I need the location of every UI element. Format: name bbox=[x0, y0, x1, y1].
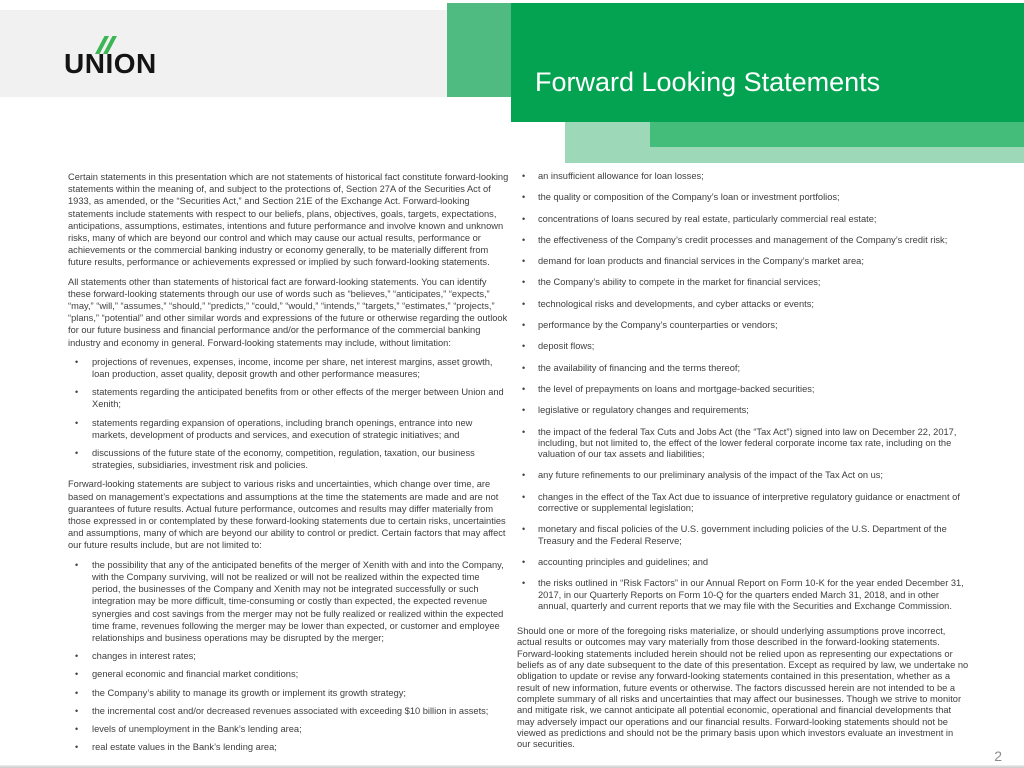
list-item bbox=[68, 650, 509, 662]
bullet-text: the risks outlined in “Risk Factors” in our Annual Report on Form 10-K for the year ended December 31, 2017, in our Quarterly Reports on Form 10-Q for the quarters ended March 31, 2018, and in other annual, quarterly and current reports that we may file with the Securities and Exchange Commission. bbox=[538, 578, 964, 611]
left-column bbox=[68, 171, 509, 760]
bullet-text: changes in interest rates; bbox=[92, 651, 196, 662]
bullet-text: the effectiveness of the Company’s credit processes and management of the Company’s credit risk; bbox=[538, 234, 948, 245]
bullet-dot: • bbox=[522, 320, 526, 331]
list-item bbox=[517, 299, 969, 310]
bullet-dot: • bbox=[75, 417, 79, 428]
header-bar bbox=[0, 10, 447, 97]
bullet-text: projections of revenues, expenses, income, income per share, net interest margins, asset growth, loan production, asset quality, deposit growth and other performance measures; bbox=[92, 356, 493, 380]
bullet-text: general economic and financial market conditions; bbox=[92, 669, 299, 680]
right-column bbox=[517, 171, 969, 757]
list-item bbox=[517, 277, 969, 288]
list-item bbox=[517, 427, 969, 461]
list-item bbox=[517, 214, 969, 225]
list-item bbox=[517, 341, 969, 352]
bullet-dot: • bbox=[75, 669, 79, 680]
list-item bbox=[68, 447, 509, 471]
bullet-dot: • bbox=[522, 362, 526, 373]
bullet-text: statements regarding the anticipated benefits from or other effects of the merger between Union and Xenith; bbox=[92, 387, 504, 410]
bullet-list-risk-factors-right bbox=[517, 171, 969, 612]
bullet-text: legislative or regulatory changes and requirements; bbox=[538, 405, 749, 416]
list-item bbox=[517, 524, 969, 547]
bullet-dot: • bbox=[75, 559, 79, 570]
bullet-dot: • bbox=[75, 651, 79, 662]
bullet-dot: • bbox=[522, 491, 526, 502]
list-item bbox=[517, 256, 969, 267]
list-item bbox=[68, 386, 509, 410]
bullet-text: the quality or composition of the Company’s loan or investment portfolios; bbox=[538, 192, 840, 203]
bullet-text: real estate values in the Bank’s lending area; bbox=[92, 742, 277, 753]
disclaimer-paragraph-3: Forward-looking statements are subject to various risks and uncertainties, which change over time, are based on management’s expectations and assumptions at the time the statements are made and are not guarantees of future results. Actual future performance, outcomes and results may differ materially from those expressed in or contemplated by these forward-looking statements due to certain risks, uncertainties and assumptions, many of which are beyond our ability to control or predict. Certain factors that may affect our future results include, but are not limited to: bbox=[68, 479, 506, 551]
bullet-text: demand for loan products and financial services in the Company’s market area; bbox=[538, 256, 864, 267]
list-item bbox=[517, 192, 969, 203]
list-item bbox=[68, 723, 509, 735]
bullet-text: the incremental cost and/or decreased revenues associated with exceeding $10 billion in assets; bbox=[92, 705, 489, 716]
list-item bbox=[68, 356, 509, 380]
accent-bar-medium bbox=[650, 122, 1024, 147]
logo-text: UNION bbox=[64, 48, 157, 79]
bullet-text: performance by the Company’s counterparties or vendors; bbox=[538, 320, 778, 331]
bullet-text: levels of unemployment in the Bank’s lending area; bbox=[92, 723, 302, 734]
bullet-text: any future refinements to our preliminary analysis of the impact of the Tax Act on us; bbox=[538, 470, 884, 481]
list-item bbox=[68, 687, 509, 699]
bullet-dot: • bbox=[522, 470, 526, 481]
bullet-dot: • bbox=[522, 298, 526, 309]
bullet-text: technological risks and developments, and cyber attacks or events; bbox=[538, 298, 814, 309]
slide-title: Forward Looking Statements bbox=[535, 67, 881, 98]
title-banner bbox=[511, 3, 1024, 122]
bullet-dot: • bbox=[522, 213, 526, 224]
list-item bbox=[517, 405, 969, 416]
bullet-text: deposit flows; bbox=[538, 341, 595, 352]
bullet-dot: • bbox=[522, 256, 526, 267]
bullet-dot: • bbox=[522, 192, 526, 203]
bullet-dot: • bbox=[75, 687, 79, 698]
disclaimer-paragraph-2: All statements other than statements of historical fact are forward-looking statements. You can identify these forward-looking statements through our use of words such as “believes,” “anticipates,” “expects,” “may,” “will,” “assumes,” “should,” “predicts,” “could,” “would,” “intends,” “targets,” “estimates,” “projects,” “plans,” “potential” and other similar words and expressions of the future or otherwise regarding the outlook for our future business and financial performance and/or the performance of the commercial banking industry and economy in general. Forward-looking statements may include, without limitation: bbox=[68, 276, 508, 348]
list-item bbox=[517, 557, 969, 568]
bullet-dot: • bbox=[522, 171, 526, 181]
bullet-text: concentrations of loans secured by real estate, particularly commercial real estate; bbox=[538, 213, 877, 224]
bullet-text: the level of prepayments on loans and mortgage-backed securities; bbox=[538, 383, 815, 394]
union-logo bbox=[64, 44, 204, 88]
bullet-dot: • bbox=[75, 448, 79, 459]
list-item bbox=[517, 578, 969, 612]
list-item bbox=[517, 470, 969, 481]
bullet-text: the availability of financing and the terms thereof; bbox=[538, 362, 741, 373]
closing-paragraph: Should one or more of the foregoing risks materialize, or should underlying assumptions prove incorrect, actual results or outcomes may vary materially from those described in the forward-looking statements. Forward-looking statements included herein should not be relied upon as representing our expectations or beliefs as of any date subsequent to the date of this presentation. Except as required by law, we undertake no obligation to update or revise any forward-looking statements contained in this presentation, whether as a result of new information, future events or otherwise. The factors discussed herein are not intended to be a complete summary of all risks and uncertainties that may affect our businesses. Though we strive to monitor and mitigate risk, we cannot anticipate all potential economic, operational and financial developments that may adversely impact our operations and our financial results. Forward-looking statements should not be viewed as predictions and should not be the primary basis upon which investors evaluate an investment in our securities. bbox=[517, 626, 969, 750]
bullet-dot: • bbox=[522, 341, 526, 352]
bullet-text: accounting principles and guidelines; and bbox=[538, 556, 709, 567]
bullet-list-risk-factors-left bbox=[68, 559, 509, 754]
bullet-dot: • bbox=[75, 387, 79, 398]
bullet-text: an insufficient allowance for loan losses; bbox=[538, 171, 704, 181]
bullet-dot: • bbox=[522, 524, 526, 535]
list-item bbox=[68, 741, 509, 753]
bullet-dot: • bbox=[522, 277, 526, 288]
list-item bbox=[517, 363, 969, 374]
bullet-text: the impact of the federal Tax Cuts and Jobs Act (the “Tax Act”) signed into law on December 22, 2017, including, but not limited to, the effect of the lower federal corporate income tax rate, including on the valuation of our tax assets and liabilities; bbox=[538, 426, 957, 460]
bullet-dot: • bbox=[75, 742, 79, 753]
list-item bbox=[68, 559, 509, 644]
list-item bbox=[68, 705, 509, 717]
list-item bbox=[517, 320, 969, 331]
bullet-dot: • bbox=[522, 556, 526, 567]
list-item bbox=[517, 384, 969, 395]
bullet-dot: • bbox=[75, 705, 79, 716]
accent-square bbox=[447, 3, 511, 97]
list-item bbox=[517, 171, 969, 182]
list-item bbox=[68, 668, 509, 680]
bullet-list-statements bbox=[68, 356, 509, 472]
list-item bbox=[517, 492, 969, 515]
bullet-text: statements regarding expansion of operations, including branch openings, entrance into new markets, development of products and services, and execution of strategic initiatives; and bbox=[92, 417, 473, 440]
bullet-text: the Company’s ability to compete in the market for financial services; bbox=[538, 277, 821, 288]
disclaimer-paragraph-1: Certain statements in this presentation which are not statements of historical fact constitute forward-looking statements within the meaning of, and subject to the protections of, Section 27A of the Securities Act of 1933, as amended, or the “Securities Act,” and Section 21E of the Exchange Act. Forward-looking statements include statements with respect to our beliefs, plans, objectives, goals, targets, expectations, anticipations, assumptions, estimates, intentions and future performance and involve known and unknown risks, many of which are beyond our control and which may cause our actual results, performance or achievements or the commercial banking industry or economy generally, to be materially different from future results, performance or achievements expressed or implied by such forward-looking statements. bbox=[68, 172, 509, 268]
bullet-dot: • bbox=[522, 405, 526, 416]
bullet-dot: • bbox=[75, 723, 79, 734]
bullet-dot: • bbox=[522, 578, 526, 589]
bullet-dot: • bbox=[75, 356, 79, 367]
bullet-text: monetary and fiscal policies of the U.S. government including policies of the U.S. Department of the Treasury and the Federal Reserve; bbox=[538, 524, 947, 546]
bullet-text: the Company’s ability to manage its growth or implement its growth strategy; bbox=[92, 687, 406, 698]
bullet-text: discussions of the future state of the economy, competition, regulation, taxation, our business strategies, subsidiaries, investment risk and policies. bbox=[92, 448, 475, 471]
bullet-dot: • bbox=[522, 383, 526, 394]
bullet-text: changes in the effect of the Tax Act due to issuance of interpretive regulatory guidance or enactment of corrective or supplemental legislation; bbox=[538, 491, 960, 514]
bullet-dot: • bbox=[522, 234, 526, 245]
list-item bbox=[517, 235, 969, 246]
list-item bbox=[68, 417, 509, 441]
bullet-text: the possibility that any of the anticipated benefits of the merger of Xenith with and into the Company, with the Company surviving, will not be realized or will not be realized within the expected time period, the businesses of the Company and Xenith may not be integrated successfully or such integration may be more difficult, time-consuming or costly than expected, the expected revenue synergies and cost savings from the merger may not be fully realized or realized within the expected time frame, revenues following the merger may be lower than expected, or customer and employee relationships and business operations may be disrupted by the merger; bbox=[92, 559, 504, 643]
bullet-dot: • bbox=[522, 426, 526, 437]
page-number: 2 bbox=[994, 748, 1002, 764]
